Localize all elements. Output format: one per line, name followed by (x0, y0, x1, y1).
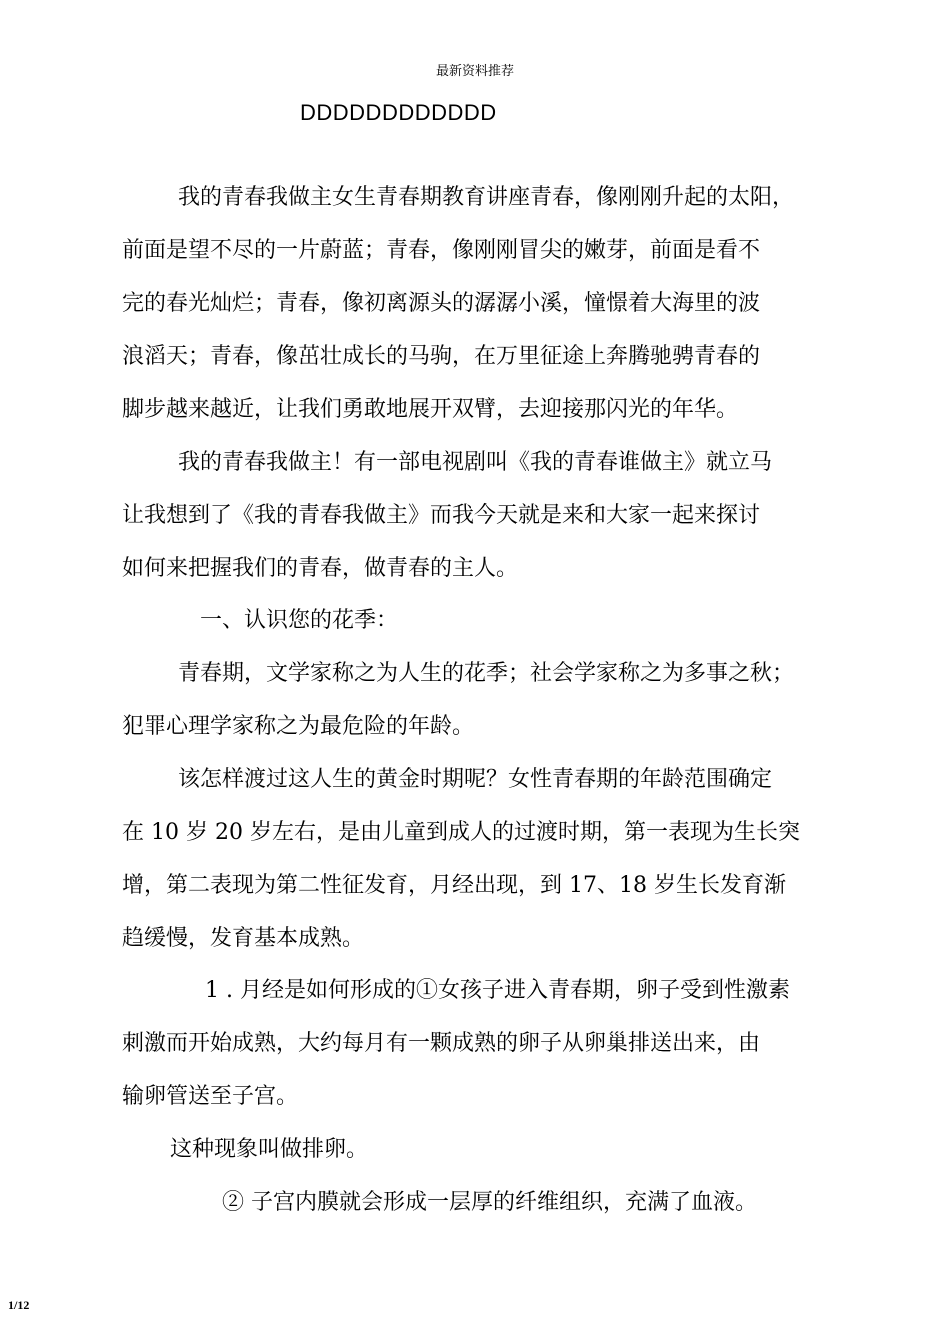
paragraph-line: 犯罪心理学家称之为最危险的年龄。 (122, 714, 475, 739)
paragraph-line: 青春期，文学家称之为人生的花季；社会学家称之为多事之秋； (178, 661, 795, 686)
paragraph-line: 完的春光灿烂；青春，像初离源头的潺潺小溪，憧憬着大海里的波 (122, 291, 761, 316)
paragraph-line: 脚步越来越近，让我们勇敢地展开双臂，去迎接那闪光的年华。 (122, 397, 739, 422)
paragraph-line: ② 子宫内膜就会形成一层厚的纤维组织，充满了血液。 (222, 1190, 757, 1215)
paragraph-line: 输卵管送至子宫。 (122, 1084, 299, 1109)
paragraph-line: 浪滔天；青春，像茁壮成长的马驹，在万里征途上奔腾驰骋青春的 (122, 344, 761, 369)
paragraph-line: 前面是望不尽的一片蔚蓝；青春，像刚刚冒尖的嫩芽，前面是看不 (122, 238, 761, 263)
paragraph-line: 让我想到了《我的青春我做主》而我今天就是来和大家一起来探讨 (122, 503, 761, 528)
paragraph-line: 增，第二表现为第二性征发育，月经出现，到 17、18 岁生长发育渐 (122, 873, 786, 898)
paragraph-line: 趋缓慢，发育基本成熟。 (122, 926, 365, 951)
paragraph-line: 刺激而开始成熟，大约每月有一颗成熟的卵子从卵巢排送出来，由 (122, 1031, 761, 1056)
page-number: 1/12 (8, 1298, 30, 1312)
paragraph-line: 1 . 月经是如何形成的①女孩子进入青春期，卵子受到性激素 (205, 978, 790, 1003)
paragraph-line: 我的青春我做主女生青春期教育讲座青春，像刚刚升起的太阳， (178, 185, 795, 210)
section-heading: 一、认识您的花季： (200, 608, 399, 633)
paragraph-line: 这种现象叫做排卵。 (170, 1137, 369, 1162)
paragraph-line: 如何来把握我们的青春，做青春的主人。 (122, 556, 519, 581)
paragraph-line: 该怎样渡过这人生的黄金时期呢？女性青春期的年龄范围确定 (178, 767, 773, 792)
paragraph-line: 在 10 岁 20 岁左右，是由儿童到成人的过渡时期，第一表现为生长突 (122, 820, 800, 845)
paragraph-line: 我的青春我做主！有一部电视剧叫《我的青春谁做主》就立马 (178, 450, 773, 475)
document-title: DDDDDDDDDDDD (300, 100, 497, 125)
page-header: 最新资料推荐 (435, 64, 514, 79)
